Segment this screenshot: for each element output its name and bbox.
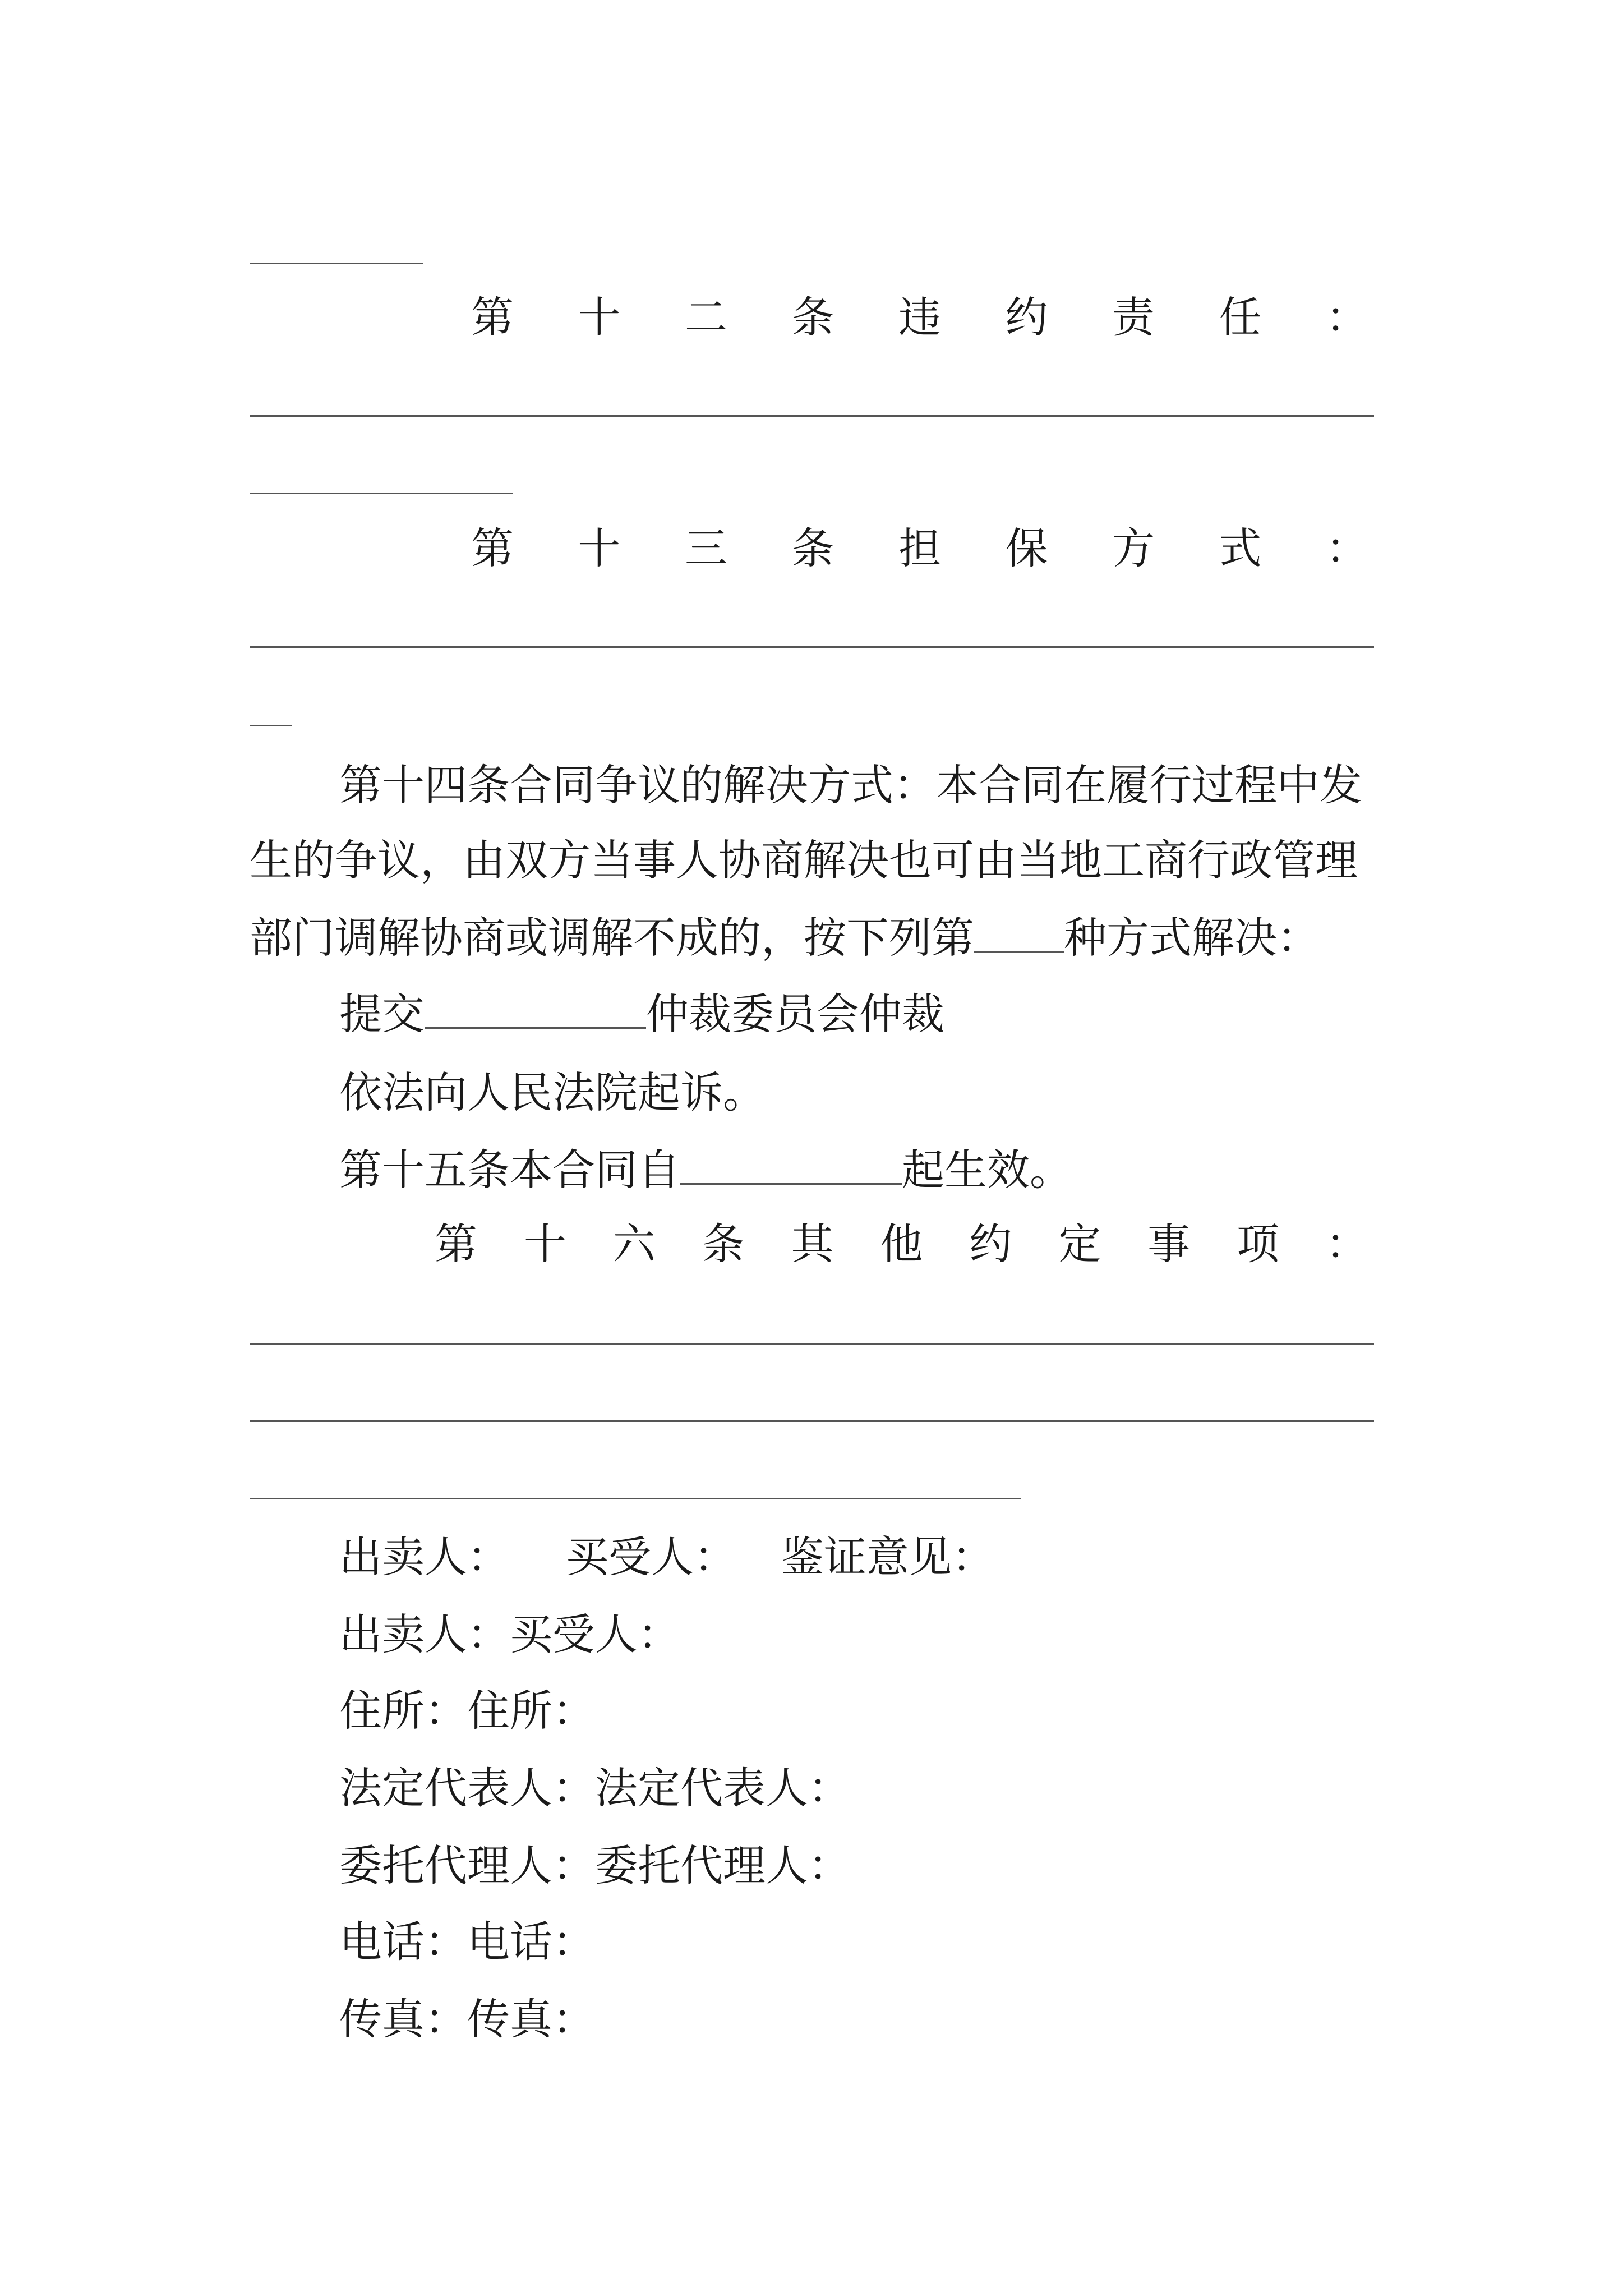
signature-legal-rep-row: 法定代表人：法定代表人： [339, 1763, 851, 1813]
clause-13-heading [471, 523, 1368, 578]
clause-char: 约 [1005, 292, 1048, 342]
clause-char: 条 [791, 292, 834, 342]
clause-char: 条 [702, 1219, 745, 1269]
method-number-blank[interactable] [974, 917, 1064, 953]
clause-14-line-3-tail: 种方式解决： [1064, 913, 1320, 963]
header-seller: 出卖人： [339, 1532, 510, 1582]
clause-14-line-3 [250, 913, 1320, 963]
clause-char: 第 [471, 292, 514, 342]
arbitration-prefix: 提交 [339, 989, 425, 1039]
arbitration-committee-blank[interactable] [425, 993, 646, 1029]
signature-phone-row: 电话：电话： [339, 1917, 595, 1967]
fill-line [250, 415, 1374, 417]
clause-char: 第 [471, 523, 514, 573]
fill-line [250, 263, 423, 264]
clause-14-line-3-text: 部门调解协商或调解不成的，按下列第 [250, 913, 974, 963]
clause-char: 违 [898, 292, 941, 342]
clause-char: 六 [612, 1219, 656, 1269]
arbitration-line [339, 989, 944, 1039]
clause-14-line-2: 生的争议，由双方当事人协商解决也可由当地工商行政管理 [250, 835, 1358, 885]
signature-header [339, 1532, 994, 1582]
clause-char: 二 [685, 292, 727, 342]
signature-agent-row: 委托代理人：委托代理人： [339, 1841, 851, 1890]
clause-char: 方 [1112, 523, 1155, 573]
clause-char: 项 [1237, 1219, 1280, 1269]
clause-char: ： [1325, 1219, 1368, 1269]
arbitration-suffix: 仲裁委员会仲裁 [646, 989, 944, 1039]
clause-14-line-1: 第十四条合同争议的解决方式：本合同在履行过程中发 [339, 760, 1362, 810]
clause-char: 定 [1058, 1219, 1101, 1269]
clause-char: 十 [578, 523, 621, 573]
clause-16-heading [435, 1219, 1368, 1273]
signature-fax-row: 传真：传真： [339, 1994, 595, 2044]
clause-char: ： [1326, 523, 1368, 573]
effective-date-blank[interactable] [680, 1149, 902, 1185]
clause-char: 条 [791, 523, 834, 573]
clause-char: 式 [1219, 523, 1262, 573]
fill-line [250, 1420, 1374, 1422]
clause-char: 三 [685, 523, 727, 573]
clause-char: ： [1326, 292, 1368, 342]
clause-char: 保 [1005, 523, 1048, 573]
clause-12-heading [471, 292, 1368, 347]
fill-line [250, 1343, 1374, 1345]
clause-char: 约 [969, 1219, 1012, 1269]
lawsuit-line: 依法向人民法院起诉。 [339, 1068, 766, 1117]
signature-party-row: 出卖人：买受人： [339, 1609, 680, 1659]
clause-char: 担 [898, 523, 941, 573]
clause-char: 十 [523, 1219, 566, 1269]
clause-char: 十 [578, 292, 621, 342]
signature-address-row: 住所：住所： [339, 1686, 595, 1736]
header-verify: 鉴证意见： [781, 1532, 994, 1582]
clause-char: 任 [1219, 292, 1262, 342]
clause-char: 他 [880, 1219, 923, 1269]
clause-15-prefix: 第十五条本合同自 [339, 1145, 680, 1195]
fill-line [250, 493, 513, 494]
fill-line [250, 1498, 1021, 1499]
fill-line [250, 725, 292, 726]
clause-char: 责 [1112, 292, 1155, 342]
fill-line [250, 646, 1374, 648]
clause-15-line [339, 1145, 1072, 1195]
clause-char: 其 [791, 1219, 834, 1269]
clause-char: 事 [1147, 1219, 1191, 1269]
header-buyer: 买受人： [566, 1532, 736, 1582]
clause-15-suffix: 起生效。 [902, 1145, 1072, 1195]
clause-char: 第 [435, 1219, 477, 1269]
